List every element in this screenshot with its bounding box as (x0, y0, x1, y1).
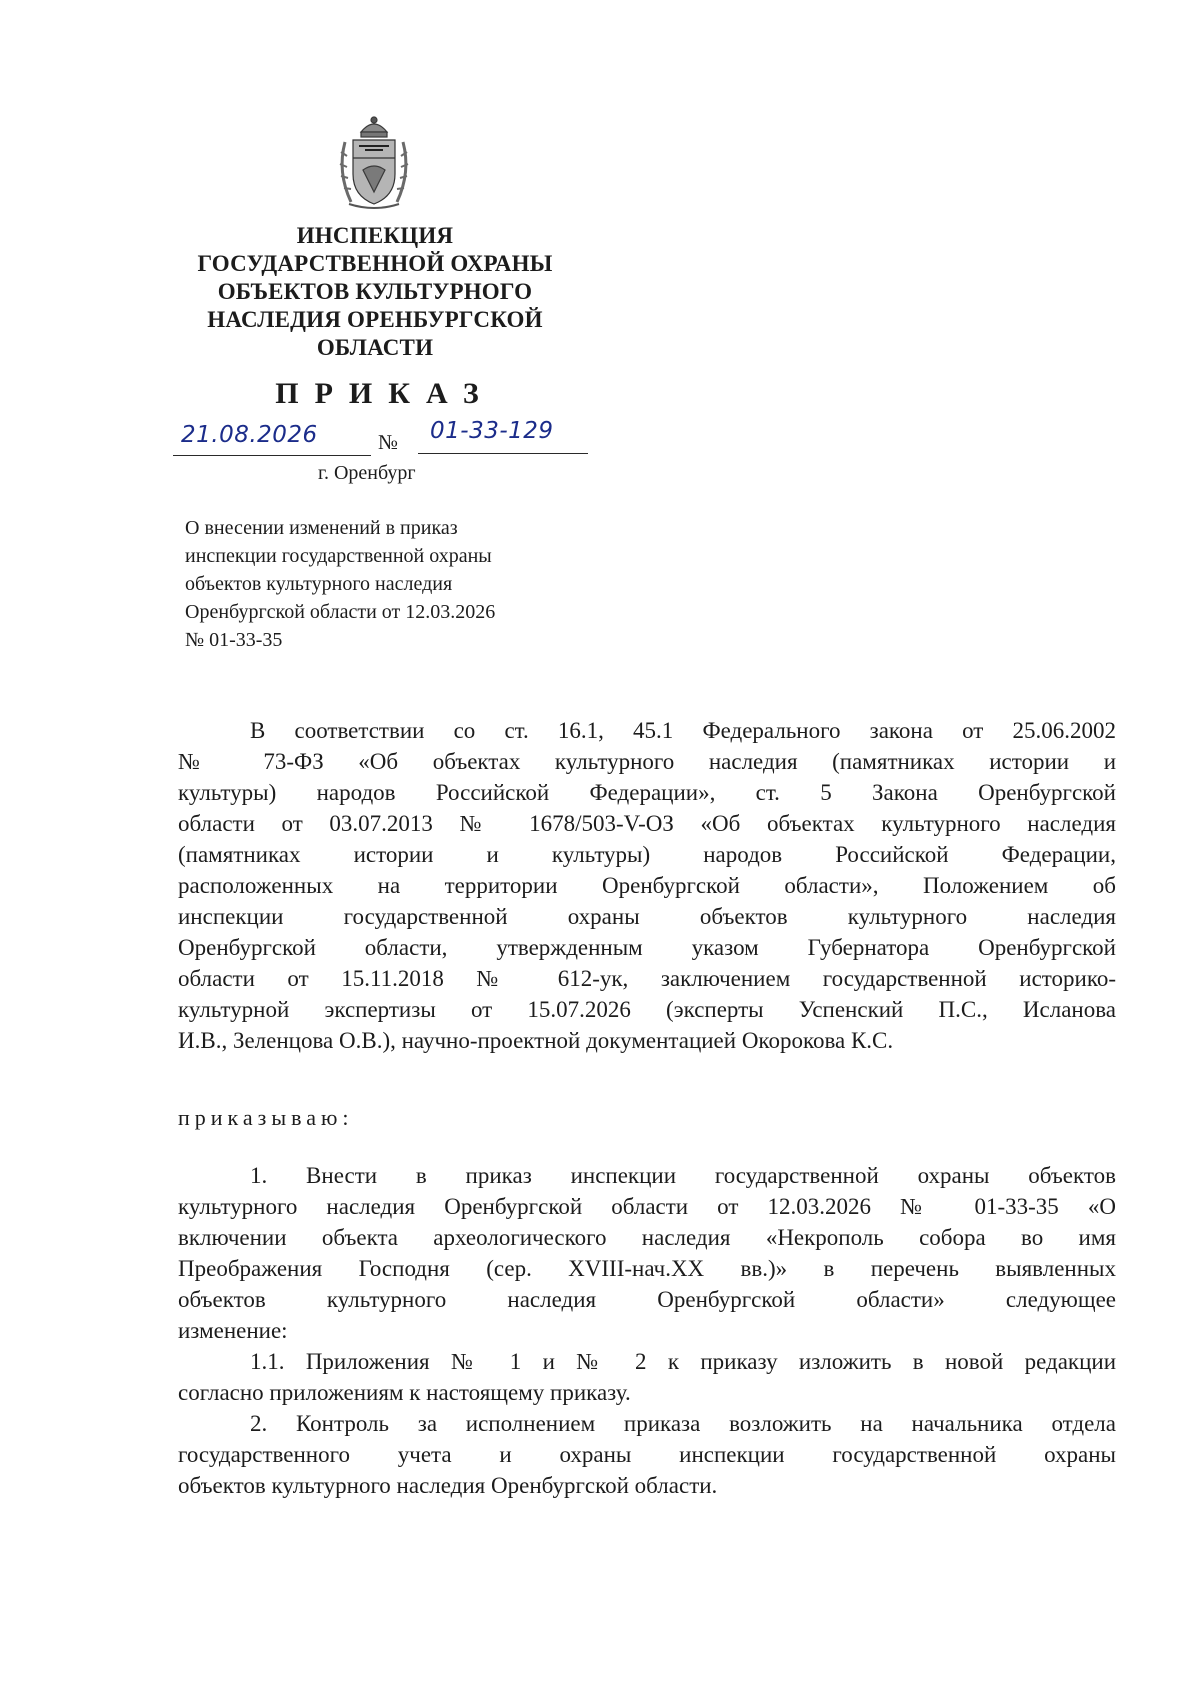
preamble-line: культурной экспертизы от 15.07.2026 (эксперты Успенский П.С., Исланова (178, 997, 1116, 1022)
handwritten-date: 21.08.2026 (181, 422, 318, 448)
subject-line: объектов культурного наследия (185, 573, 453, 595)
item-line: 2. Контроль за исполнением приказа возложить на начальника отдела (250, 1411, 1116, 1436)
preamble-line: № 73-ФЗ «Об объектах культурного наследия (памятниках истории и (178, 749, 1116, 774)
preamble-line: И.В., Зеленцова О.В.), научно-проектной документацией Окорокова К.С. (178, 1028, 894, 1053)
handwritten-number: 01-33-129 (430, 418, 554, 444)
org-line: ОБЪЕКТОВ КУЛЬТУРНОГО (217, 279, 533, 304)
organization-name (160, 222, 590, 362)
item-line: 1.1. Приложения № 1 и № 2 к приказу изложить в новой редакции (250, 1349, 1116, 1374)
preamble-line: культуры) народов Российской Федерации», ст. 5 Закона Оренбургской (178, 780, 1116, 805)
preamble-line: В соответствии со ст. 16.1, 45.1 Федерального закона от 25.06.2002 (250, 718, 1116, 743)
preamble-line: области от 15.11.2018 № 612-ук, заключением государственной историко- (178, 966, 1116, 991)
order-items (178, 1160, 1116, 1501)
item-line: включении объекта археологического наследия «Некрополь собора во имя (178, 1225, 1116, 1250)
subject-line: О внесении изменений в приказ (185, 517, 458, 539)
item-line: согласно приложениям к настоящему приказу. (178, 1380, 631, 1405)
subject-line: инспекции государственной охраны (185, 545, 492, 567)
city-label: г. Оренбург (318, 462, 416, 484)
preamble-line: области от 03.07.2013 № 1678/503-V-ОЗ «Об объектах культурного наследия (178, 811, 1116, 836)
org-line: ГОСУДАРСТВЕННОЙ ОХРАНЫ (197, 251, 553, 276)
item-line: изменение: (178, 1318, 288, 1343)
item-line: объектов культурного наследия Оренбургской области» следующее (178, 1287, 1116, 1312)
subject-line: № 01-33-35 (185, 629, 283, 651)
item-line: государственного учета и охраны инспекции государственной охраны (178, 1442, 1116, 1467)
number-sign: № (378, 430, 399, 454)
item-line: объектов культурного наследия Оренбургской области. (178, 1473, 718, 1498)
preamble-line: инспекции государственной охраны объектов культурного наследия (178, 904, 1116, 929)
preamble-line: расположенных на территории Оренбургской области», Положением об (178, 873, 1116, 898)
preamble-line: Оренбургской области, утвержденным указом Губернатора Оренбургской (178, 935, 1116, 960)
order-subject (185, 514, 605, 654)
preamble-line: (памятниках истории и культуры) народов Российской Федерации, (178, 842, 1116, 867)
item-line: 1. Внести в приказ инспекции государственной охраны объектов (250, 1163, 1116, 1188)
order-verb: приказываю: (178, 1105, 354, 1130)
org-line: ОБЛАСТИ (316, 335, 434, 360)
org-line: ИНСПЕКЦИЯ (296, 223, 454, 248)
subject-line: Оренбургской области от 12.03.2026 (185, 601, 496, 623)
org-line: НАСЛЕДИЯ ОРЕНБУРГСКОЙ (207, 307, 543, 332)
item-line: культурного наследия Оренбургской области от 12.03.2026 № 01-33-35 «О (178, 1194, 1116, 1219)
preamble-paragraph (178, 715, 1116, 1056)
coat-of-arms-emblem (335, 112, 413, 212)
item-line: Преображения Господня (сер. XVIII-нач.XX вв.)» в перечень выявленных (178, 1256, 1116, 1281)
document-type-title: ПРИКАЗ (275, 377, 495, 410)
